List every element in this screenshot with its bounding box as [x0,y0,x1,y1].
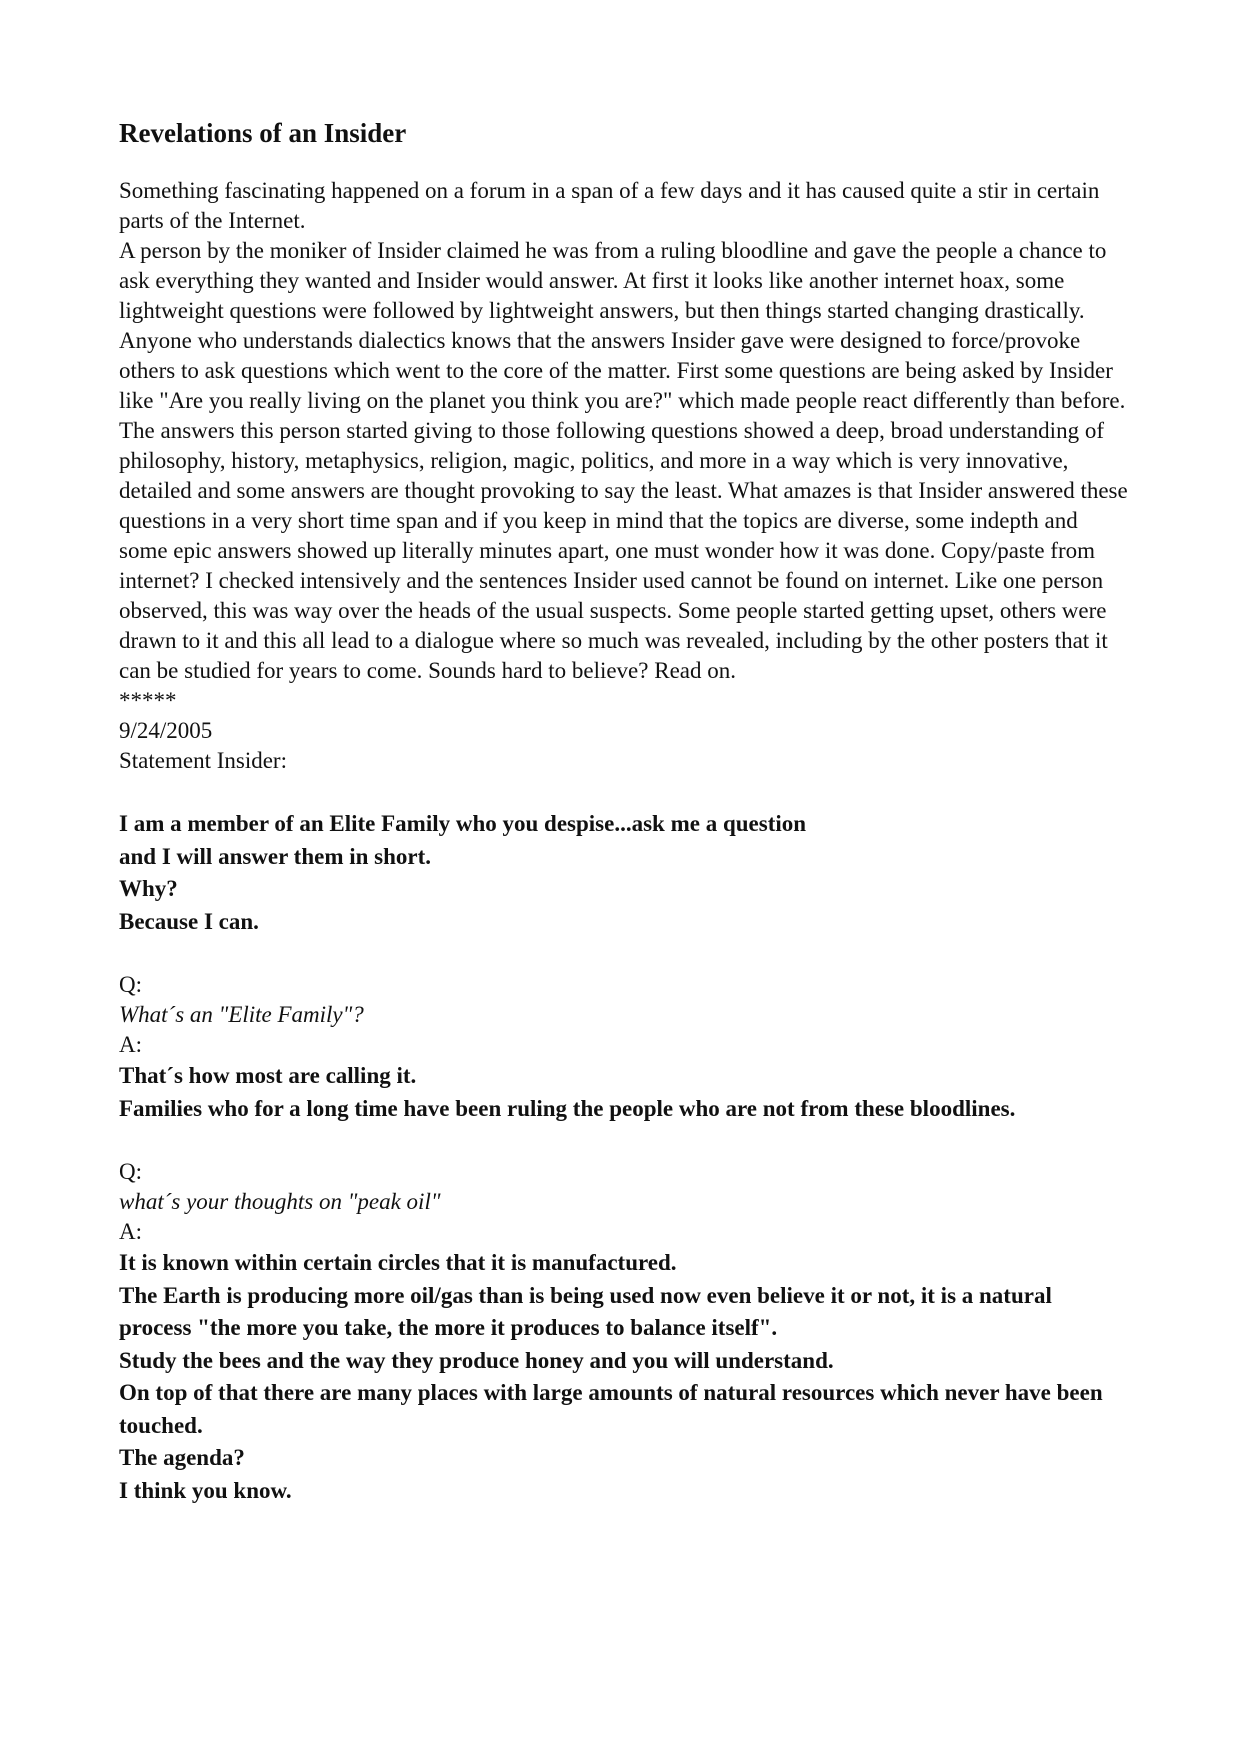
statement-line: I am a member of an Elite Family who you despise...ask me a question [119,811,807,836]
answer-block [119,1247,1129,1507]
question-label: Q: [119,972,142,997]
answer-line: It is known within certain circles that it is manufactured. [119,1250,677,1275]
qa-block-2 [119,1157,1129,1507]
answer-line: Families who for a long time have been ruling the people who are not from these bloodlines. [119,1095,1016,1121]
post-date: 9/24/2005 [119,718,213,743]
answer-line: I think you know. [119,1477,292,1503]
document-page [119,118,1129,1507]
statement-line: Why? [119,876,178,901]
answer-line: That´s how most are calling it. [119,1063,417,1088]
statement-label: Statement Insider: [119,748,287,773]
intro-paragraph-1: Something fascinating happened on a forum in a span of a few days and it has caused quite a stir in certain parts of the Internet. [119,178,1100,233]
statement-line: Because I can. [119,908,259,934]
question-text: what´s your thoughts on "peak oil" [119,1189,441,1214]
answer-label: A: [119,1032,142,1057]
question-label: Q: [119,1159,142,1184]
answer-line: Study the bees and the way they produce honey and you will understand. [119,1347,834,1373]
answer-block [119,1060,1129,1125]
separator: ***** [119,688,177,713]
answer-line: On top of that there are many places with large amounts of natural resources which never have been touched. [119,1380,1103,1438]
statement-line: and I will answer them in short. [119,843,432,869]
qa-block-1 [119,970,1129,1125]
document-title: Revelations of an Insider [119,118,407,148]
statement-block [119,808,1129,938]
answer-label: A: [119,1219,142,1244]
question-text: What´s an "Elite Family"? [119,1002,364,1027]
answer-line: The agenda? [119,1445,245,1470]
intro-paragraph-2: A person by the moniker of Insider claimed he was from a ruling bloodline and gave the people a chance to ask everything they wanted and Insider would answer. At first it looks like another internet hoax, some lightweight questions were followed by lightweight answers, but then things started changing drastically. Anyone who understands dialectics knows that the answers Insider gave were designed to force/provoke others to ask questions which went to the core of the matter. First some questions are being asked by Insider like "Are you really living on the planet you think you are?" which made people react differently than before. The answers this person started giving to those following questions showed a deep, broad understanding of philosophy, history, metaphysics, religion, magic, politics, and more in a way which is very innovative, detailed and some answers are thought provoking to say the least. What amazes is that Insider answered these questions in a very short time span and if you keep in mind that the topics are diverse, some indepth and some epic answers showed up literally minutes apart, one must wonder how it was done. Copy/paste from internet? I checked intensively and the sentences Insider used cannot be found on internet. Like one person observed, this was way over the heads of the usual suspects. Some people started getting upset, others were drawn to it and this all lead to a dialogue where so much was revealed, including by the other posters that it can be studied for years to come. Sounds hard to believe? Read on. [119,238,1128,683]
answer-line: The Earth is producing more oil/gas than is being used now even believe it or not, it is a natural process "the more you take, the more it produces to balance itself". [119,1282,1052,1340]
